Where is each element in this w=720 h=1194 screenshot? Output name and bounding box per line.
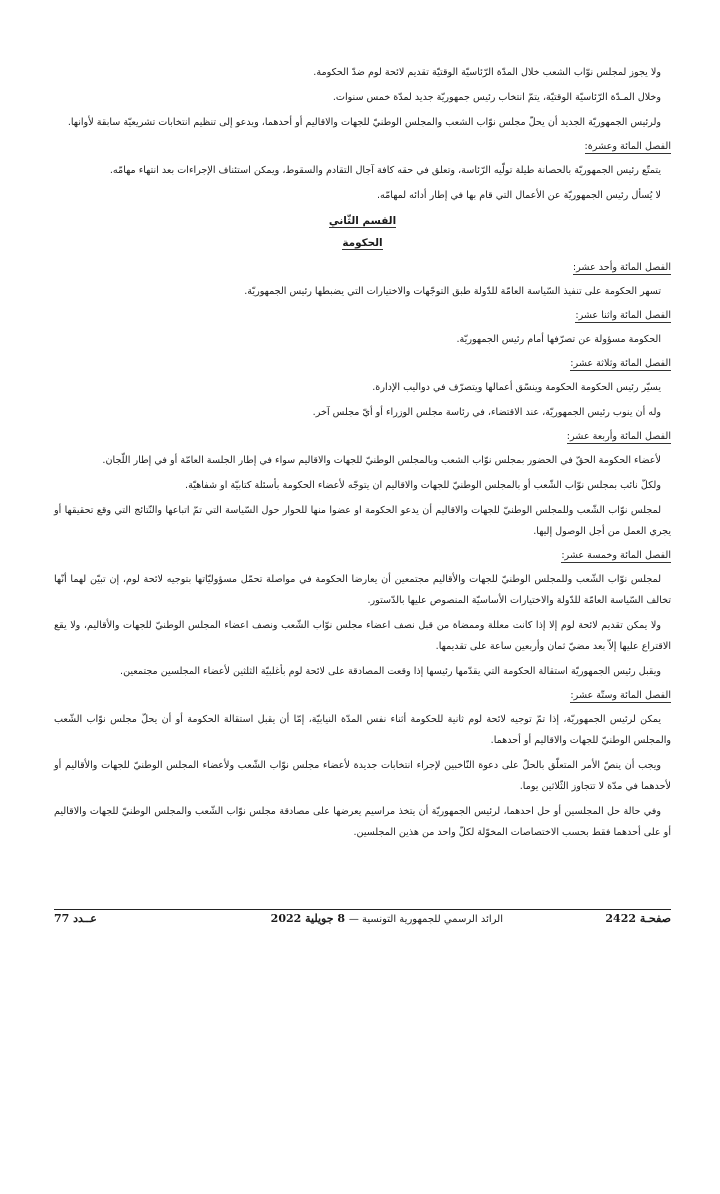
paragraph: ولا يمكن تقديم لائحة لوم إلا إذا كانت معللة وممضاة من قبل نصف اعضاء مجلس نوّاب الشّعب ونصف اعضاء المجلس الوطنيّ للجهات والأقاليم، ولا يقع الاقتراع عليها إلاّ بعد مضيّ ثمان وأربعين ساعة على تقديمها. bbox=[54, 620, 671, 652]
chapter-heading: الفصل المائة وستّة عشر: bbox=[570, 690, 671, 701]
paragraph: ولا يجوز لمجلس نوّاب الشعب خلال المدّة الرّئاسيّة الوقتيّة تقديم لائحة لوم ضدّ الحكومة. bbox=[313, 67, 661, 78]
paragraph: تسهر الحكومة على تنفيذ السّياسة العامّة للدّولة طبق التوجّهات والاختيارات التي يضبطها رئيس الجمهوريّة. bbox=[244, 286, 661, 297]
document-page bbox=[54, 62, 671, 847]
page-footer bbox=[54, 912, 671, 932]
paragraph: وخلال المـدّة الرّئاسيّة الوقتيّة، يتمّ انتخاب رئيس جمهوريّة جديد لمدّة خمس سنوات. bbox=[332, 92, 661, 103]
paragraph: يسيّر رئيس الحكومة الحكومة وينسّق أعمالها ويتصرّف في دواليب الإدارة. bbox=[372, 382, 661, 393]
chapter-heading: الفصل المائة وخمسة عشر: bbox=[561, 550, 671, 561]
paragraph: الحكومة مسؤولة عن تصرّفها أمام رئيس الجمهوريّة. bbox=[456, 334, 661, 345]
paragraph: لمجلس نوّاب الشّعب وللمجلس الوطنيّ للجهات والأقاليم مجتمعين أن يعارضا الحكومة في مواصلة تحمّل مسؤوليّاتها بتوجيه لائحة لوم، إن تبيّن لهما أنّها تخالف السّياسة العامّة للدّولة والاختيارات الأساسيّة المنصوص عليها بالدّستور. bbox=[54, 574, 671, 606]
paragraph: ولكلّ نائب بمجلس نوّاب الشّعب أو بالمجلس الوطنيّ للجهات والاقاليم ان يتوجّه لأعضاء الحكومة بأسئلة كتابيّة او شفاهيّة. bbox=[185, 480, 661, 491]
issue-number: عــدد 77 bbox=[54, 912, 97, 925]
page-number: صفحـة 2422 bbox=[605, 912, 671, 925]
chapter-heading: الفصل المائة وأحد عشر: bbox=[572, 262, 671, 273]
chapter-heading: الفصل المائة وثلاثة عشر: bbox=[570, 358, 671, 369]
paragraph: وله أن ينوب رئيس الجمهوريّة، عند الاقتضاء، في رئاسة مجلس الوزراء أو أيّ مجلس آخر. bbox=[312, 407, 661, 418]
paragraph: لا يُسأل رئيس الجمهوريّة عن الأعمال التي قام بها في إطار أدائه لمهامّه. bbox=[376, 190, 661, 201]
gazette-date: 8 جويلية 2022 bbox=[270, 912, 346, 925]
chapter-heading: الفصل المائة واثنا عشر: bbox=[575, 310, 671, 321]
section-title: الحكومة bbox=[342, 237, 383, 249]
footer-divider bbox=[54, 909, 671, 910]
paragraph: يتمتّع رئيس الجمهوريّة بالحصانة طيلة تولّيه الرّئاسة، وتعلق في حقه كافة آجال التقادم والسقوط، ويمكن استئناف الإجراءات بعد انتهاء مهامّه. bbox=[109, 165, 661, 176]
paragraph: ولرئيس الجمهوريّة الجديد أن يحلّ مجلس نوّاب الشعب والمجلس الوطنيّ للجهات والاقاليم أو أحدهما، ويدعو إلى تنظيم انتخابات تشريعيّة سابقة لأوانها. bbox=[67, 117, 661, 128]
chapter-heading: الفصل المائة وأربعة عشر: bbox=[566, 431, 671, 442]
paragraph: يمكن لرئيس الجمهوريّة، إذا تمّ توجيه لائحة لوم ثانية للحكومة أثناء نفس المدّة النيابيّة، إمّا أن يقبل استقالة الحكومة أو أن يحلّ مجلس نوّاب الشّعب والمجلس الوطنيّ للجهات والاقاليم أو أحدهما. bbox=[54, 714, 671, 746]
paragraph: ويقبل رئيس الجمهوريّة استقالة الحكومة التي يقدّمها رئيسها إذا وقعت المصادقة على لائحة لوم بأغلبيّة الثلثين لأعضاء المجلسين مجتمعين. bbox=[120, 666, 661, 677]
paragraph: لمجلس نوّاب الشّعب وللمجلس الوطنيّ للجهات والاقاليم أن يدعو الحكومة او عضوا منها للحوار حول السّياسة التي تمّ اتباعها والنّتائج التي وقع تحقيقها أو يجري العمل من أجل الوصول إليها. bbox=[54, 505, 671, 537]
paragraph: وفي حالة حل المجلسين أو حل احدهما، لرئيس الجمهوريّة أن يتخذ مراسيم يعرضها على مصادقة مجلس نوّاب الشّعب والمجلس الوطنيّ للجهات والاقاليم أو على أحدهما فقط بحسب الاختصاصات المخوّلة لكلّ واحد من هذين المجلسين. bbox=[54, 806, 671, 838]
chapter-heading: الفصل المائة وعشرة: bbox=[584, 141, 671, 152]
paragraph: ويجب أن ينصّ الأمر المتعلّق بالحلّ على دعوة النّاخبين لإجراء انتخابات جديدة لأعضاء مجلس نوّاب الشّعب ولأعضاء المجلس الوطنيّ للجهات والأقاليم أو لأحدهما في مدّة لا تتجاوز الثّلاثين يوما. bbox=[54, 760, 671, 792]
gazette-name: الرائد الرسمي للجمهورية التونسية — bbox=[348, 914, 503, 925]
part-heading: القسم الثّاني bbox=[328, 215, 397, 227]
paragraph: لأعضاء الحكومة الحقّ في الحضور بمجلس نوّاب الشعب وبالمجلس الوطنيّ للجهات والاقاليم سواء في إطار الجلسة العامّة أو في إطار اللّجان. bbox=[102, 455, 661, 466]
gazette-title bbox=[271, 912, 503, 925]
